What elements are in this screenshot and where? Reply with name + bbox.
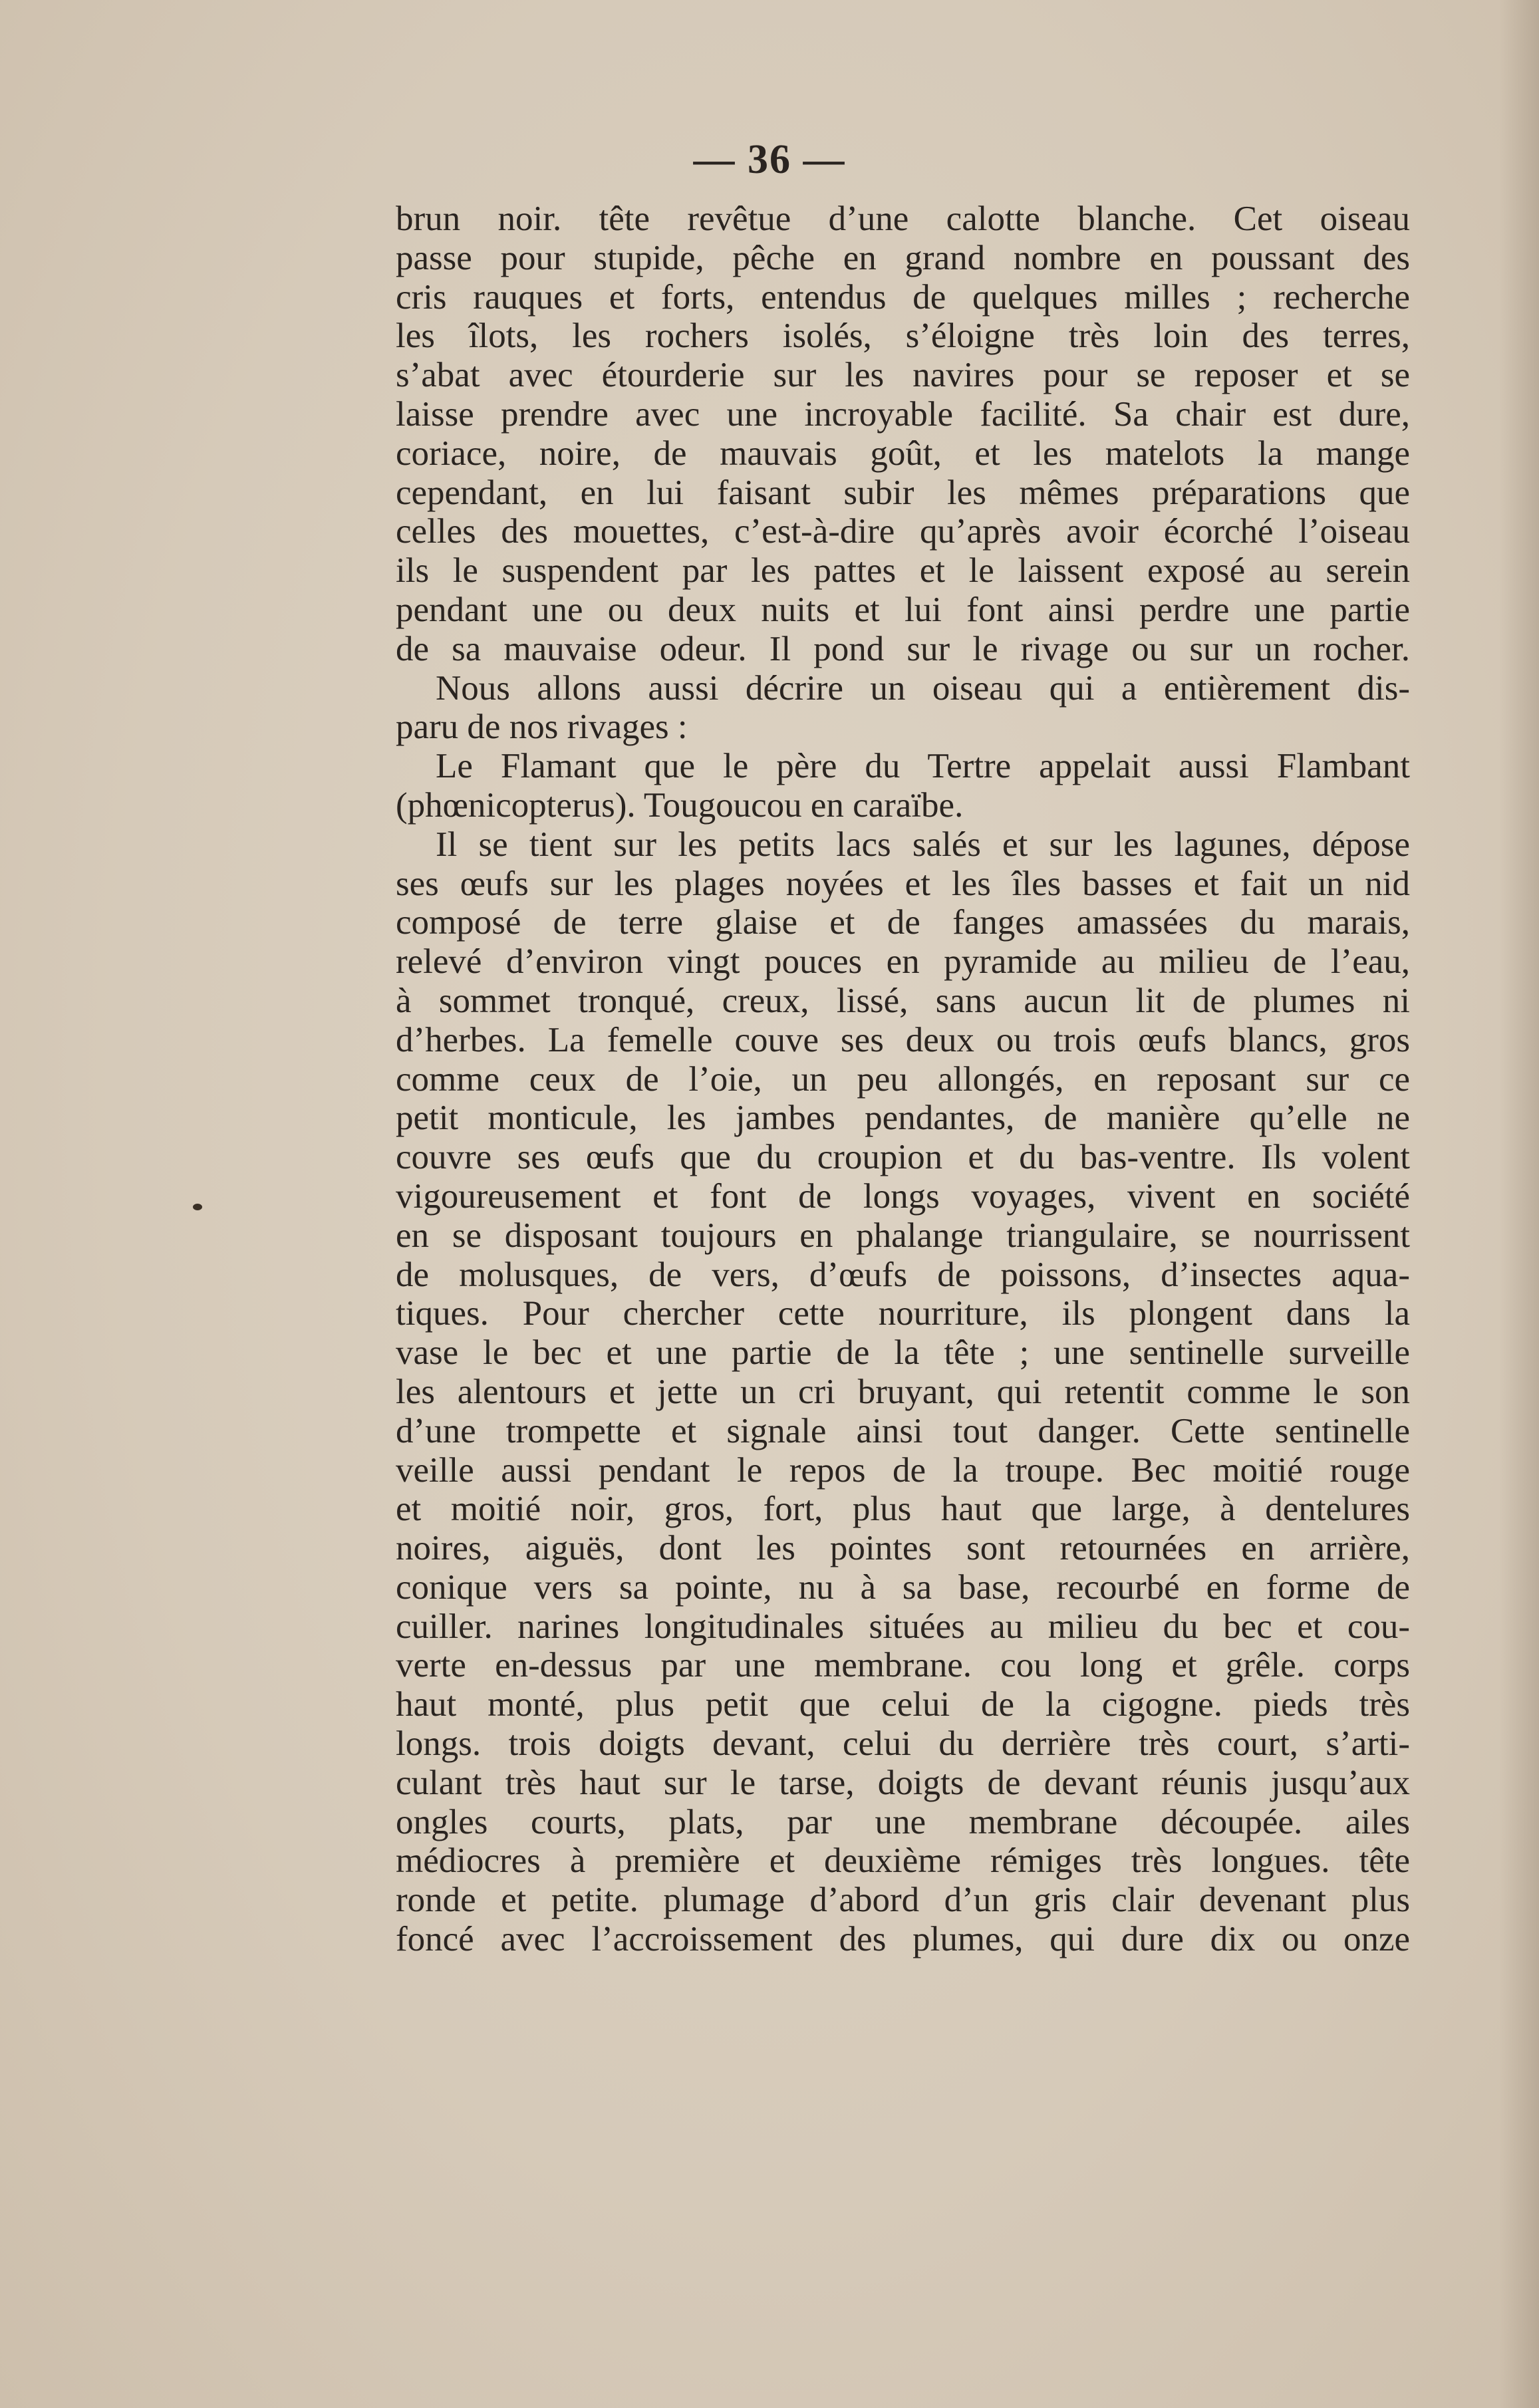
text-line: Il se tient sur les petits lacs salés et sur les lagunes, dépose	[436, 825, 1410, 864]
body-text	[396, 200, 1410, 1959]
text-line: culant très haut sur le tarse, doigts de devant réunis jusqu’aux	[396, 1763, 1410, 1802]
text-line: vigoureusement et font de longs voyages, vivent en société	[396, 1176, 1410, 1216]
text-line: les îlots, les rochers isolés, s’éloigne très loin des terres,	[396, 317, 1410, 356]
text-line: paru de nos rivages :	[396, 708, 688, 747]
text-line: ronde et petite. plumage d’abord d’un gris clair devenant plus	[396, 1881, 1410, 1920]
text-line: ses œufs sur les plages noyées et les îles basses et fait un nid	[396, 864, 1410, 903]
text-line: (phœnicopterus). Tougoucou en caraïbe.	[396, 785, 964, 825]
page-edge-shadow	[1499, 0, 1539, 2408]
text-line: vase le bec et une partie de la tête ; une sentinelle surveille	[396, 1333, 1410, 1373]
text-line: ils le suspendent par les pattes et le laissent exposé au serein	[396, 551, 1410, 591]
text-line: d’herbes. La femelle couve ses deux ou trois œufs blancs, gros	[396, 1020, 1410, 1059]
text-line: à sommet tronqué, creux, lissé, sans aucun lit de plumes ni	[396, 981, 1410, 1020]
flamant-line: Le Flamant que le père du Tertre appelait aussi Flambant	[436, 747, 1410, 786]
text-line: haut monté, plus petit que celui de la cigogne. pieds très	[396, 1685, 1410, 1724]
text-line: relevé d’environ vingt pouces en pyramide au milieu de l’eau,	[396, 942, 1410, 982]
text-line: verte en-dessus par une membrane. cou long et grêle. corps	[396, 1646, 1410, 1685]
text-line: coriace, noire, de mauvais goût, et les matelots la mange	[396, 434, 1410, 473]
text-line: cependant, en lui faisant subir les mêmes préparations que	[396, 473, 1410, 512]
page-number: — 36 —	[693, 137, 846, 182]
text-line: Nous allons aussi décrire un oiseau qui a entièrement dis-	[436, 668, 1410, 708]
ink-spot	[193, 1204, 202, 1210]
text-line: cris rauques et forts, entendus de quelques milles ; recherche	[396, 277, 1410, 317]
text-line: petit monticule, les jambes pendantes, de manière qu’elle ne	[396, 1099, 1410, 1138]
text-line: noires, aiguës, dont les pointes sont retournées en arrière,	[396, 1529, 1410, 1568]
text-line: s’abat avec étourderie sur les navires pour se reposer et se	[396, 356, 1410, 395]
text-line: comme ceux de l’oie, un peu allongés, en reposant sur ce	[396, 1059, 1410, 1099]
text-line: d’une trompette et signale ainsi tout danger. Cette sentinelle	[396, 1411, 1410, 1450]
text-line: passe pour stupide, pêche en grand nombre en poussant des	[396, 238, 1410, 277]
text-line: cuiller. narines longitudinales situées au milieu du bec et cou-	[396, 1607, 1410, 1646]
text-line: les alentours et jette un cri bruyant, qui retentit comme le son	[396, 1372, 1410, 1411]
text-line: veille aussi pendant le repos de la troupe. Bec moitié rouge	[396, 1450, 1410, 1490]
text-line: couvre ses œufs que du croupion et du bas-ventre. Ils volent	[396, 1138, 1410, 1177]
text-line: ongles courts, plats, par une membrane découpée. ailes	[396, 1802, 1410, 1841]
text-line: médiocres à première et deuxième rémiges très longues. tête	[396, 1841, 1410, 1881]
text-line: composé de terre glaise et de fanges amassées du marais,	[396, 903, 1410, 942]
text-line: foncé avec l’accroissement des plumes, qui dure dix ou onze	[396, 1920, 1410, 1959]
text-line: brun noir. tête revêtue d’une calotte blanche. Cet oiseau	[396, 200, 1410, 238]
text-line: en se disposant toujours en phalange triangulaire, se nourrissent	[396, 1216, 1410, 1255]
text-line: pendant une ou deux nuits et lui font ainsi perdre une partie	[396, 590, 1410, 629]
text-line: conique vers sa pointe, nu à sa base, recourbé en forme de	[396, 1567, 1410, 1607]
text-line: et moitié noir, gros, fort, plus haut que large, à dentelures	[396, 1490, 1410, 1529]
text-line: celles des mouettes, c’est-à-dire qu’après avoir écorché l’oiseau	[396, 512, 1410, 551]
text-line: laisse prendre avec une incroyable facilité. Sa chair est dure,	[396, 394, 1410, 434]
text-line-flamant	[396, 747, 1410, 786]
text-line: longs. trois doigts devant, celui du derrière très court, s’arti-	[396, 1724, 1410, 1764]
text-line: de sa mauvaise odeur. Il pond sur le rivage ou sur un rocher.	[396, 629, 1410, 668]
text-line: tiques. Pour chercher cette nourriture, ils plongent dans la	[396, 1294, 1410, 1333]
text-line: de molusques, de vers, d’œufs de poissons, d’insectes aqua-	[396, 1255, 1410, 1294]
